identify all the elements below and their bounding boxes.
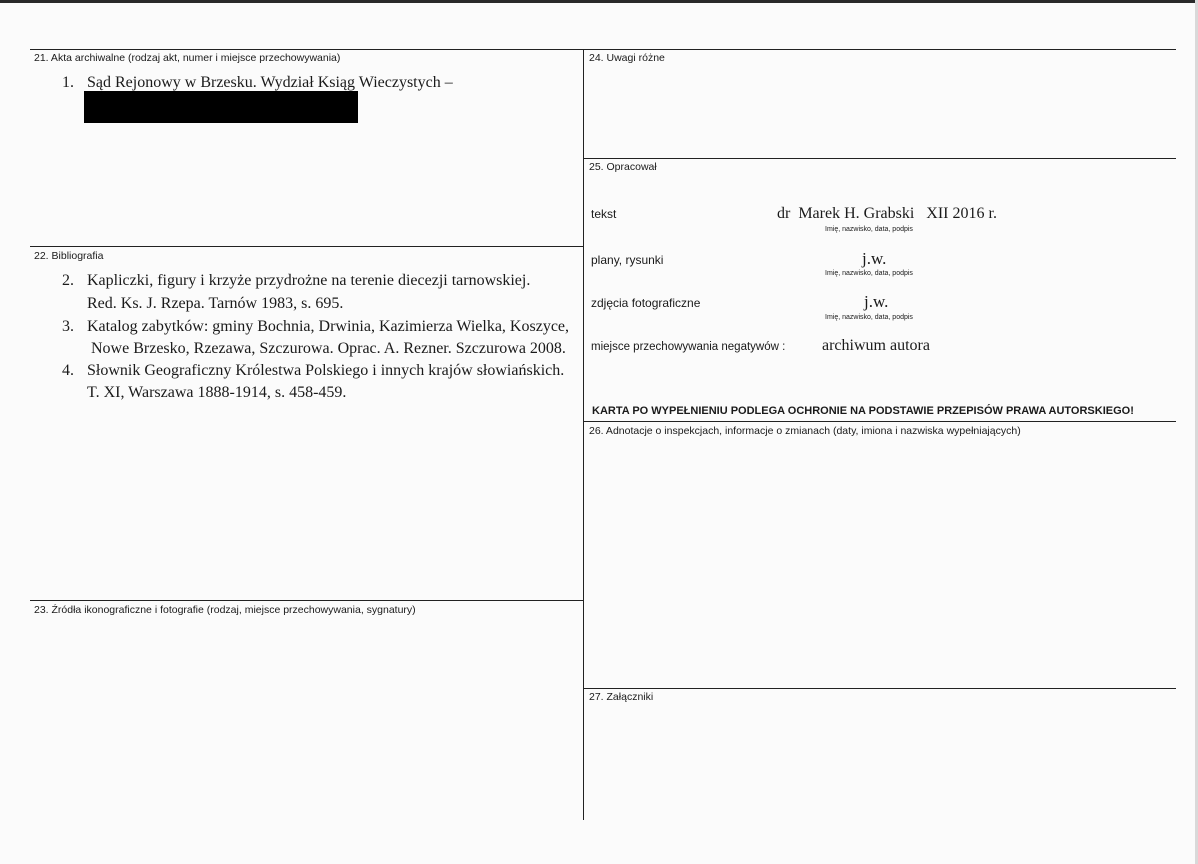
row-value-zdjecia: j.w. — [864, 292, 889, 311]
section-22-header: 22. Bibliografia — [34, 250, 104, 262]
signature-caption: Imię, nazwisko, data, podpis — [825, 270, 913, 277]
section-23-header: 23. Źródła ikonograficzne i fotografie (rodzaj, miejsce przechowywania, sygnatury) — [34, 604, 416, 616]
section-21-header: 21. Akta archiwalne (rodzaj akt, numer i miejsce przechowywania) — [34, 52, 341, 64]
bibliography-item-line: Katalog zabytków: gminy Bochnia, Drwinia, Kazimierza Wielka, Koszyce, — [87, 318, 570, 335]
rule-25 — [583, 158, 1176, 159]
row-label-plany: plany, rysunki — [591, 253, 664, 267]
bibliography-item-line: T. XI, Warszawa 1888-1914, s. 458-459. — [87, 384, 347, 401]
row-value-tekst: dr Marek H. Grabski XII 2016 r. — [777, 205, 997, 222]
negatives-value: archiwum autora — [822, 337, 930, 354]
bibliography-item-line: Nowe Brzesko, Rzezawa, Szczurowa. Oprac. A. Rezner. Szczurowa 2008. — [91, 340, 566, 357]
negatives-label: miejsce przechowywania negatywów : — [591, 341, 786, 353]
row-label-tekst: tekst — [591, 207, 617, 221]
rule-27 — [583, 688, 1176, 689]
rule-22 — [30, 246, 583, 247]
card-top-edge — [0, 0, 1198, 3]
bibliography-item-number: 2. — [62, 272, 74, 289]
center-divider — [583, 49, 584, 820]
signature-caption: Imię, nazwisko, data, podpis — [825, 226, 913, 233]
rule-23 — [30, 600, 583, 601]
section-21-item-text: Sąd Rejonowy w Brzesku. Wydział Ksiąg Wieczystych – — [87, 74, 453, 91]
redaction-block — [84, 91, 358, 123]
rule-26 — [583, 421, 1176, 422]
row-label-zdjecia: zdjęcia fotograficzne — [591, 296, 701, 310]
bibliography-item-line: Kapliczki, figury i krzyże przydrożne na terenie diecezji tarnowskiej. — [87, 272, 531, 289]
section-25-header: 25. Opracował — [589, 161, 657, 173]
bibliography-item-line: Red. Ks. J. Rzepa. Tarnów 1983, s. 695. — [87, 295, 344, 312]
section-26-header: 26. Adnotacje o inspekcjach, informacje o zmianach (daty, imiona i nazwiska wypełniających) — [589, 425, 1021, 437]
top-rule — [30, 49, 1176, 50]
bibliography-item-number: 3. — [62, 318, 74, 335]
signature-caption: Imię, nazwisko, data, podpis — [825, 314, 913, 321]
section-21-item-number: 1. — [62, 74, 74, 91]
bibliography-item-line: Słownik Geograficzny Królestwa Polskiego i innych krajów słowiańskich. — [87, 362, 565, 379]
row-value-plany: j.w. — [862, 249, 887, 268]
section-24-header: 24. Uwagi różne — [589, 52, 665, 64]
bibliography-item-number: 4. — [62, 362, 74, 379]
section-27-header: 27. Załączniki — [589, 691, 654, 703]
copyright-warning: KARTA PO WYPEŁNIENIU PODLEGA OCHRONIE NA PODSTAWIE PRZEPISÓW PRAWA AUTORSKIEGO! — [592, 405, 1134, 417]
